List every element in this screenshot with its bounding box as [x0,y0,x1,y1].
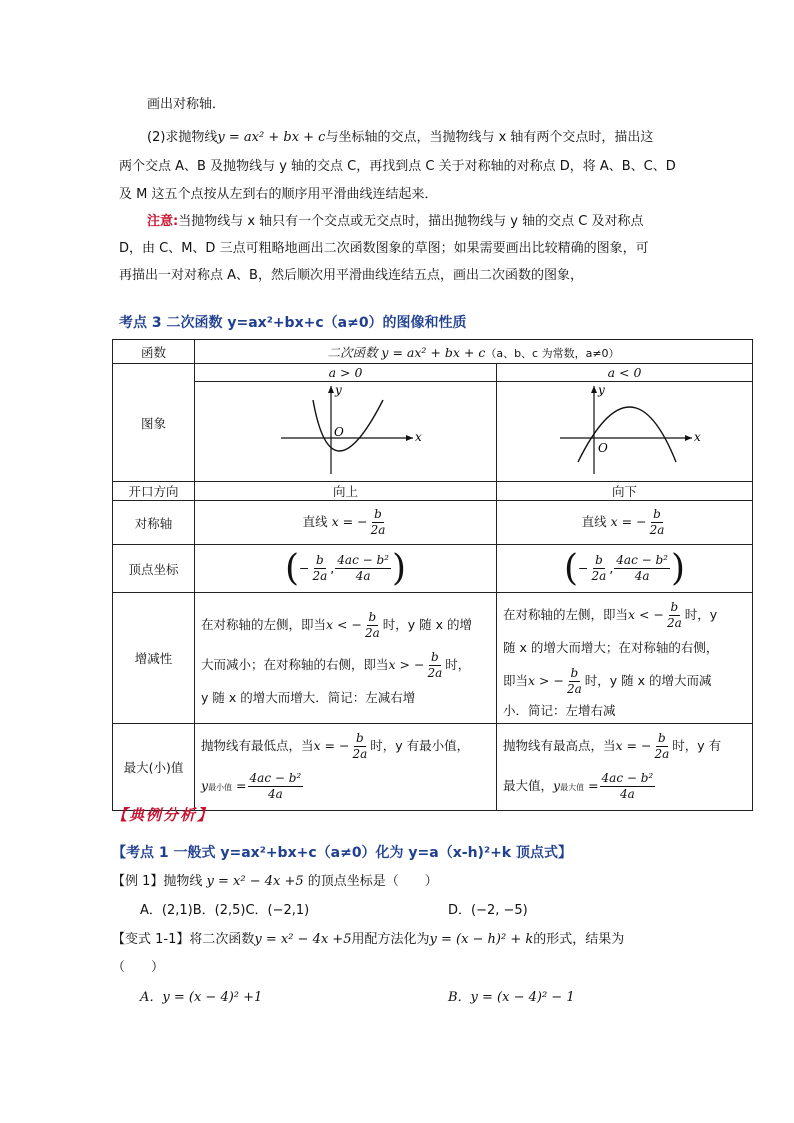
ext-neg-line-2: 最大值，y最大值 = $\frac{\text{4ac − b²}}{4a}$ [503,771,654,801]
step2-formula: y = ax² + bx + c [217,130,326,145]
note-text-1: 当抛物线与 x 轴只有一个交点或无交点时，描出抛物线与 y 轴的交点 C 及对称点 [178,214,644,229]
mono-pos-line-2: 大而减小；在对称轴的右侧，即当x > − $\frac{b}{2a}$ 时， [201,650,471,680]
ex1-option-d: D．(−2, −5) [448,903,528,918]
cell-vertex-label: 顶点坐标 [113,545,195,593]
func-note: （a、b、c 为常数，a≠0） [485,346,620,360]
row-monotonicity [113,593,753,724]
step2-prefix: (2)求抛物线 [147,130,218,145]
cell-cond-neg: a < 0 [497,364,753,382]
x-axis-label: x [693,430,701,444]
y-axis-label: y [597,383,605,397]
var1-rest: 的形式，结果为 [533,932,625,947]
origin-label: O [597,441,608,455]
minus: − [299,560,310,575]
cell-graph-neg [497,382,753,482]
paren-close: ) [670,547,686,589]
cell-sym-pos [195,501,497,545]
intro-line-3: 两个交点 A、B 及抛物线与 y 轴的交点 C，再找到点 C 关于对称轴的对称点 D，将 A、B、C、D [119,159,676,174]
note-line-3: 再描出一对对称点 A、B，然后顺次用平滑曲线连结五点，画出二次函数的图象， [119,268,583,283]
y-axis-label: y [334,383,342,397]
origin-label: O [333,425,344,439]
analysis-header: 【典例分析】 [112,806,215,824]
x-axis-arrow [685,435,692,441]
cell-ext-label: 最大(小)值 [113,724,195,811]
comma: , [609,560,614,575]
var1-blank: （ ） [112,960,165,975]
x-axis-label: x [414,430,422,444]
mono-neg-line-4: 小．简记：左增右减 [503,703,616,718]
var1-option-b: B．y = (x − 4)² − 1 [448,990,575,1005]
ext-pos-line-2: y最小值 = $\frac{\text{4ac − b²}}{4a}$ [201,771,302,801]
mono-pos-line-3: y 随 x 的增大而增大．简记：左减右增 [201,690,416,705]
cell-vertex-neg [497,545,753,593]
row-extremum [113,724,753,811]
x-eq: x = − [610,514,647,529]
ext-pos-line-1: 抛物线有最低点，当x = − $\frac{b}{2a}$ 时，y 有最小值， [201,731,470,761]
topic-1-title: 【考点 1 一般式 y=ax²+bx+c（a≠0）化为 y=a（x-h)²+k 顶点式】 [112,845,572,861]
variant-1-1 [112,930,624,950]
step2-rest: 与坐标轴的交点，当抛物线与 x 轴有两个交点时，描出这 [325,130,654,145]
cell-func-label: 函数 [113,340,195,364]
row-vertex [113,545,753,593]
fraction-b-2a: $\frac{b}{2a}$ [591,553,607,583]
upward-parabola [313,400,383,451]
row-open [113,482,753,501]
mono-neg-line-3: 即当x > − $\frac{b}{2a}$ 时，y 随 x 的增大而减 [503,666,712,696]
mono-neg-line-1: 在对称轴的左侧，即当x < − $\frac{b}{2a}$ 时，y [503,600,718,630]
cell-graph-pos [195,382,497,482]
note-line-2: D，由 C、M、D 三点可粗略地画出二次函数图象的草图；如果需要画出比较精确的图象，可 [119,241,649,256]
var1-mid: 用配方法化为 [351,932,430,947]
row-symmetry [113,501,753,545]
cell-sym-label: 对称轴 [113,501,195,545]
ex1-option-a: A．(2,1) [140,903,193,918]
x-eq: x = − [331,514,368,529]
cell-sym-neg [497,501,753,545]
var1-formula: y = x² − 4x +5 [254,932,352,947]
ex1-formula: y = x² − 4x +5 [206,874,304,889]
ext-neg-line-1: 抛物线有最高点，当x = − $\frac{b}{2a}$ 时，y 有 [503,731,722,761]
ex1-rest: 的顶点坐标是（ ） [307,874,438,889]
section-3-title: 考点 3 二次函数 y=ax²+bx+c（a≠0）的图像和性质 [119,315,467,331]
cell-cond-pos: a > 0 [195,364,497,382]
cell-ext-pos [195,724,497,811]
ex1-label: 【例 1】抛物线 [112,874,203,889]
parabola-up-graph [271,382,421,478]
ex1-option-c: C．(−2,1) [245,903,310,918]
parabola-down-graph [550,382,700,478]
row-function [113,340,753,364]
row-condition [113,364,753,382]
cell-mono-label: 增减性 [113,593,195,724]
func-formula: 二次函数 y = ax² + bx + c [327,344,486,360]
sym-prefix: 直线 [581,514,607,529]
intro-line-4: 及 M 这五个点按从左到右的顺序用平滑曲线连结起来． [119,187,438,202]
cell-open-neg: 向下 [497,482,753,501]
var1-option-a: A．y = (x − 4)² +1 [140,990,263,1005]
cell-func-formula [195,340,753,364]
note-line-1 [147,212,643,232]
cell-ext-neg [497,724,753,811]
intro-step-2 [147,128,653,148]
paren-open: ( [284,547,300,589]
x-axis-arrow [406,435,413,441]
cell-mono-pos [195,593,497,724]
ex1-option-b: B．(2,5) [192,903,246,918]
paren-close: ) [391,547,407,589]
fraction-b-2a: $\frac{b}{2a}$ [649,507,665,537]
intro-line-1: 画出对称轴． [147,97,226,112]
cell-mono-neg [497,593,753,724]
fraction-4ac-b2-4a: $\frac{\text{4ac − b²}}{4a}$ [337,553,389,583]
mono-neg-line-2: 随 x 的增大而增大；在对称轴的右侧， [503,640,719,655]
properties-table [112,339,753,811]
cell-vertex-pos [195,545,497,593]
y-axis-arrow [328,386,334,393]
cell-open-pos: 向上 [195,482,497,501]
var1-formula-2: y = (x − h)² + k [429,932,534,947]
row-graph [113,382,753,482]
cell-open-label: 开口方向 [113,482,195,501]
ex1-options-abc [140,901,309,921]
fraction-b-2a: $\frac{b}{2a}$ [312,553,328,583]
fraction-b-2a: $\frac{b}{2a}$ [370,507,386,537]
note-label: 注意: [147,214,179,229]
fraction-4ac-b2-4a: $\frac{\text{4ac − b²}}{4a}$ [616,553,668,583]
paren-open: ( [563,547,579,589]
y-axis-arrow [591,386,597,393]
var1-label: 【变式 1-1】将二次函数 [112,932,255,947]
mono-pos-line-1: 在对称轴的左侧，即当x < − $\frac{b}{2a}$ 时，y 随 x 的增 [201,610,472,640]
sym-prefix: 直线 [302,514,328,529]
comma: , [330,560,335,575]
cell-graph-label: 图象 [113,364,195,482]
example-1 [112,872,438,892]
minus: − [578,560,589,575]
downward-parabola [578,407,676,462]
